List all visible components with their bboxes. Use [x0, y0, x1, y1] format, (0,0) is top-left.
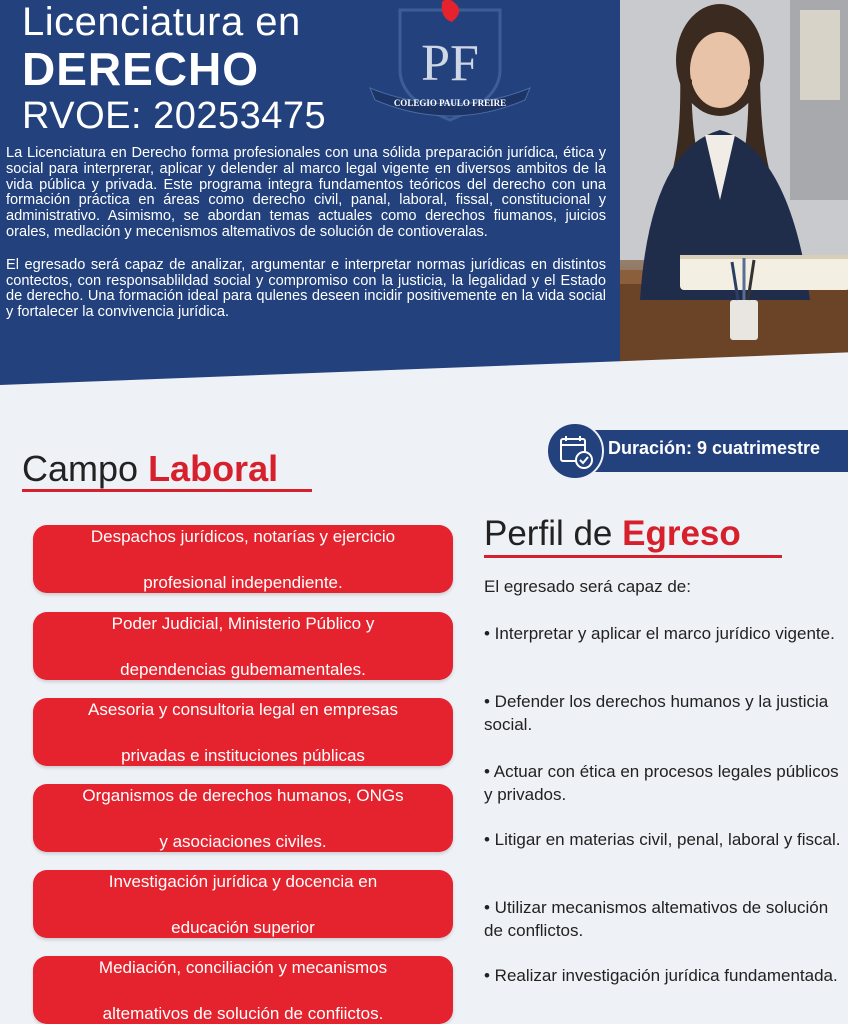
perfil-intro: El egresado será capaz de:	[484, 577, 691, 596]
job-line: Organismos de derechos humanos, ONGs	[82, 785, 404, 805]
job-line: altemativos de solución de confiictos.	[102, 1003, 384, 1023]
rvoe-number: RVOE: 20253475	[22, 95, 327, 137]
perfil-item: • Actuar con ética en procesos legales públicos y privados.	[484, 762, 839, 804]
job-line: y asociaciones civiles.	[159, 831, 327, 851]
perfil-item: • Realizar investigación jurídica fundamentada.	[484, 966, 838, 985]
duration-text: Duración: 9 cuatrimestre	[608, 438, 821, 458]
job-line: Poder Judicial, Ministerio Público y	[111, 613, 375, 633]
job-line: profesional independiente.	[143, 572, 343, 592]
logo-ribbon-text: COLEGIO PAULO FREIRE	[393, 98, 507, 108]
job-line: educación superior	[171, 917, 315, 937]
perfil-item: • Utilizar mecanismos altemativos de solución de conflictos.	[484, 898, 829, 940]
logo-initials: PF	[421, 35, 479, 92]
calendar-check-icon	[546, 422, 604, 480]
campo-underline	[22, 489, 312, 492]
woman-illustration	[620, 0, 848, 390]
title-line-2: DERECHO	[22, 43, 260, 95]
job-line: Asesoria y consultoria legal en empresas	[88, 699, 398, 719]
title-line-1: Licenciatura en	[22, 0, 301, 44]
job-item	[33, 784, 453, 852]
job-line: Mediación, conciliación y mecanismos	[98, 957, 388, 977]
perfil-underline	[484, 555, 782, 558]
perfil-title-bold: Egreso	[622, 514, 741, 553]
woman-photo	[620, 0, 848, 390]
perfil-item: • Litigar en materias civil, penal, laboral y fiscal.	[484, 830, 841, 849]
campo-title-bold: Laboral	[148, 448, 279, 489]
program-description	[6, 146, 606, 338]
campo-laboral-title	[22, 448, 278, 490]
duration-badge	[546, 420, 848, 480]
description-paragraph-1: La Licenciatura en Derecho forma profesionales con una sólida preparación jurídica, ética y social para interprerar, aplicar y delender al marco legal vigente en diversos ambitos de la vida pública y privada. Este programa integra fundamentos teóricos del derecho con una formación práctica en áreas como derecho civil, panal, laboral, fissal, constitucional y administrativo. Asimismo, se abordan temas actuales como derechos fiumanos, juicios orales, medlación y mecenismos altemativos de solución de contioveralas.	[6, 145, 606, 240]
job-line: Investigación jurídica y docencia en	[108, 871, 378, 891]
job-item	[33, 698, 453, 766]
job-line: dependencias gubemamentales.	[120, 659, 366, 679]
program-title	[22, 0, 326, 138]
job-line: Despachos jurídicos, notarías y ejercicio	[90, 526, 396, 546]
perfil-item: • Interpretar y aplicar el marco jurídico vigente.	[484, 624, 835, 643]
perfil-title-plain: Perfil de	[484, 514, 623, 553]
job-item	[33, 956, 453, 1024]
description-paragraph-2: El egresado será capaz de analizar, argumentar e interpretar normas jurídicas en distintos contectos, con responsablildad social y compromiso con la justicia, la legalidad y el Estado de derecho. Una formación ideal para qulenes deseen incidir positivemente en la vida social y fortalecer la convivencia jurídica.	[6, 256, 606, 321]
perfil-egreso-title	[484, 514, 741, 554]
school-logo	[360, 0, 540, 130]
perfil-item: • Defender los derechos humanos y la justicia social.	[484, 692, 829, 734]
job-line: privadas e instituciones públicas	[121, 745, 365, 765]
job-item	[33, 525, 453, 593]
campo-title-plain: Campo	[22, 448, 149, 489]
job-item	[33, 870, 453, 938]
job-item	[33, 612, 453, 680]
